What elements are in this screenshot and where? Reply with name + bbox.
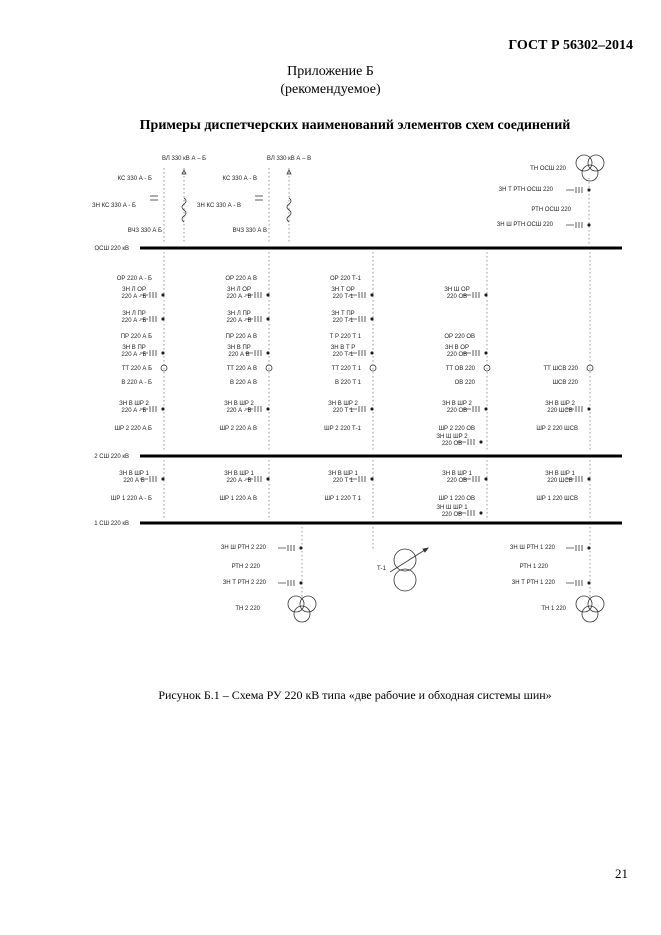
earthing-switch-label: ЗН Т РТН 2 220 bbox=[222, 580, 266, 586]
device-label-pr: ПР 220 А В bbox=[225, 334, 257, 340]
earthing-label-extra: ЗН Ш ШР 1 bbox=[436, 505, 468, 511]
tn-label: ТН 2 220 bbox=[235, 606, 260, 612]
earthing-label-zn-lr: 220 А - В bbox=[226, 318, 252, 324]
earthing-label-zn-shr1: 220 А - В bbox=[226, 478, 252, 484]
device-label-shr1: ШР 1 220 ШСВ bbox=[536, 496, 578, 502]
disconnector-label: РТН ОСШ 220 bbox=[531, 207, 571, 213]
transformer-t1-symbol bbox=[390, 548, 428, 591]
earthing-switch-label: ЗН Ш РТН 2 220 bbox=[220, 545, 266, 551]
transformer-label: Т-1 bbox=[377, 566, 386, 572]
earthing-label-zn-shr2: ЗН В ШР 2 bbox=[545, 401, 575, 407]
earthing-label-zn-lr: 220 Т-1 bbox=[332, 318, 354, 324]
earthing-label-zn-vpr: ЗН В ПР bbox=[122, 345, 146, 351]
device-label-shr1: ШР 1 220 А В bbox=[219, 496, 257, 502]
device-label-v: В 220 Т 1 bbox=[334, 380, 361, 386]
device-label-pr: ПР 220 А Б bbox=[120, 334, 152, 340]
earthing-label-zn-lr: ЗН Т ПР bbox=[331, 311, 355, 317]
trap-label: ВЧЗ 330 А Б bbox=[127, 228, 162, 234]
earthing-label-extra: 220 ОВ bbox=[441, 512, 463, 518]
device-label-pr: ОР 220 ОВ bbox=[444, 334, 475, 340]
earthing-label-zn-shr2: 220 ОВ bbox=[446, 408, 468, 414]
earthing-label-zn-shr2: ЗН В ШР 2 bbox=[328, 401, 358, 407]
earthing-switch-label: ЗН Т РТН ОСШ 220 bbox=[498, 187, 553, 193]
device-label-shr2: ШР 2 220 Т-1 bbox=[324, 426, 361, 432]
appendix-subtitle: (рекомендуемое) bbox=[280, 82, 381, 97]
busbar-label: 1 СШ 220 кВ bbox=[94, 521, 129, 527]
earthing-label-zn-op: 220 ОВ bbox=[446, 294, 468, 300]
busbar-label: ОСШ 220 кВ bbox=[94, 246, 129, 252]
earthing-label-extra: ЗН Ш ШР 2 bbox=[436, 434, 468, 440]
tn-2-symbol bbox=[288, 596, 316, 622]
earthing-label-zn-shr1: 220 Т 1 bbox=[332, 478, 354, 484]
earthing-label-zn-shr2: 220 А - В bbox=[226, 408, 252, 414]
earthing-label-zn-lr: ЗН Л ПР bbox=[122, 311, 146, 317]
earthing-label-zn-shr1: ЗН В ШР 1 bbox=[328, 471, 358, 477]
device-label-v: В 220 А В bbox=[229, 380, 257, 386]
earthing-label-zn-op: 220 А - В bbox=[226, 294, 252, 300]
page-number: 21 bbox=[615, 866, 628, 881]
device-label-shr2: ШР 2 220 ОВ bbox=[438, 426, 475, 432]
earthing-label-zn-vpr: 220 А - Б bbox=[121, 352, 147, 358]
earthing-label-zn-lr: 220 А - Б bbox=[121, 318, 147, 324]
earthing-label-zn-shr1: 220 А Б bbox=[123, 478, 145, 484]
disconnector-label: РТН 1 220 bbox=[519, 564, 548, 570]
standard-number: ГОСТ Р 56302–2014 bbox=[508, 38, 633, 53]
earthing-label-zn-op: ЗН Л ОР bbox=[122, 287, 146, 293]
earthing-switch-symbol bbox=[278, 580, 302, 586]
tn-osh-symbol bbox=[576, 155, 604, 181]
earthing-switch-symbol bbox=[278, 545, 302, 551]
earthing-switch-label: ЗН Ш РТН ОСШ 220 bbox=[496, 222, 553, 228]
device-label-tt: ТТ ШСВ 220 bbox=[543, 366, 578, 372]
coupling-capacitor-label: КС 330 А - В bbox=[222, 176, 257, 182]
device-label-shr2: ШР 2 220 А Б bbox=[114, 426, 152, 432]
device-label-tt: ТТ 220 Т 1 bbox=[331, 366, 361, 372]
device-label-v: ОВ 220 bbox=[454, 380, 475, 386]
device-label-tt: ТТ 220 А Б bbox=[121, 366, 152, 372]
earthing-label-zn-vpr: ЗН В ОР bbox=[445, 345, 469, 351]
device-label-v: ШСВ 220 bbox=[552, 380, 578, 386]
earthing-label-zn-shr1: ЗН В ШР 1 bbox=[119, 471, 149, 477]
device-label-op: ОР 220 А - Б bbox=[116, 276, 152, 282]
appendix-title: Приложение Б bbox=[287, 64, 374, 79]
earthing-label-zn-shr1: ЗН В ШР 1 bbox=[545, 471, 575, 477]
device-label-shr1: ШР 1 220 ОВ bbox=[438, 496, 475, 502]
device-label-tt: ТТ 220 А В bbox=[226, 366, 257, 372]
earthing-label-zn-op: 220 А - Б bbox=[121, 294, 147, 300]
earthing-switch-label: ЗН Ш РТН 1 220 bbox=[509, 545, 555, 551]
device-label-v: В 220 А - Б bbox=[121, 380, 152, 386]
trap-coil bbox=[182, 198, 186, 222]
figure-caption: Рисунок Б.1 – Схема РУ 220 кВ типа «две рабочие и обходная системы шин» bbox=[158, 688, 552, 702]
device-label-op: ОР 220 Т-1 bbox=[329, 276, 361, 282]
tn-label: ТН ОСШ 220 bbox=[530, 166, 566, 172]
trap-coil bbox=[287, 198, 291, 222]
earthing-label-zn-shr1: 220 ОВ bbox=[446, 478, 468, 484]
earthing-label-zn-vpr: 220 Т-1 bbox=[332, 352, 354, 358]
earthing-label-zn-vpr: 220 ОВ bbox=[446, 352, 468, 358]
earthing-label-zn-vpr: ЗН В Т Р bbox=[330, 345, 356, 351]
device-label-shr2: ШР 2 220 ШСВ bbox=[536, 426, 578, 432]
earthing-label-zn-shr2: 220 Т 1 bbox=[332, 408, 354, 414]
earthing-label-zn-shr1: 220 ШСВ bbox=[547, 478, 573, 484]
device-label-pr: Т Р 220 Т 1 bbox=[329, 334, 361, 340]
earthing-label-zn-shr2: ЗН В ШР 2 bbox=[119, 401, 149, 407]
trap-label: ВЧЗ 330 А В bbox=[232, 228, 267, 234]
earthing-label-zn-shr2: 220 ШСВ bbox=[547, 408, 573, 414]
tn-1-symbol bbox=[576, 596, 604, 622]
device-label-shr1: ШР 1 220 А - Б bbox=[110, 496, 152, 502]
earthing-label-zn-shr2: 220 А - Б bbox=[121, 408, 147, 414]
device-label-shr1: ШР 1 220 Т 1 bbox=[324, 496, 361, 502]
earthing-label-zn-op: 220 Т-1 bbox=[332, 294, 354, 300]
earthing-label-zn-shr2: ЗН В ШР 2 bbox=[442, 401, 472, 407]
earthing-label-zn-vpr: ЗН В ПР bbox=[227, 345, 251, 351]
earthing-label-zn-shr2: ЗН В ШР 2 bbox=[224, 401, 254, 407]
line-name-label: ВЛ 330 кВ А – Б bbox=[161, 156, 207, 162]
earthing-label-zn-op: ЗН Ш ОР bbox=[444, 287, 470, 293]
line-name-label: ВЛ 330 кВ А – В bbox=[266, 156, 312, 162]
earthing-label-extra: 220 ОВ bbox=[441, 441, 463, 447]
tn-label: ТН 1 220 bbox=[541, 606, 566, 612]
earthing-label-zn-lr: ЗН Л ПР bbox=[227, 311, 251, 317]
earthing-switch-label: ЗН Т РТН 1 220 bbox=[511, 580, 555, 586]
section-heading: Примеры диспетчерских наименований элементов схем соединений bbox=[139, 118, 571, 133]
earthing-switch-symbol bbox=[566, 580, 590, 586]
earthing-label-zn-vpr: 220 А В bbox=[228, 352, 250, 358]
coupling-capacitor-label: КС 330 А - Б bbox=[117, 176, 152, 182]
earthing-label-zn-op: ЗН Л ОР bbox=[227, 287, 251, 293]
device-label-op: ОР 220 А В bbox=[225, 276, 257, 282]
device-label-tt: ТТ ОВ 220 bbox=[445, 366, 475, 372]
busbar-label: 2 СШ 220 кВ bbox=[94, 454, 129, 460]
earthing-switch-symbol bbox=[566, 187, 590, 193]
earthing-switch-label: ЗН КС 330 А - В bbox=[196, 203, 241, 209]
earthing-switch-symbol bbox=[566, 545, 590, 551]
earthing-label-zn-shr1: ЗН В ШР 1 bbox=[442, 471, 472, 477]
earthing-switch-label: ЗН КС 330 А - Б bbox=[91, 203, 136, 209]
earthing-label-zn-op: ЗН Т ОР bbox=[331, 287, 355, 293]
disconnector-label: РТН 2 220 bbox=[231, 564, 260, 570]
earthing-switch-symbol bbox=[566, 222, 590, 228]
device-label-shr2: ШР 2 220 А В bbox=[219, 426, 257, 432]
earthing-label-zn-shr1: ЗН В ШР 1 bbox=[224, 471, 254, 477]
